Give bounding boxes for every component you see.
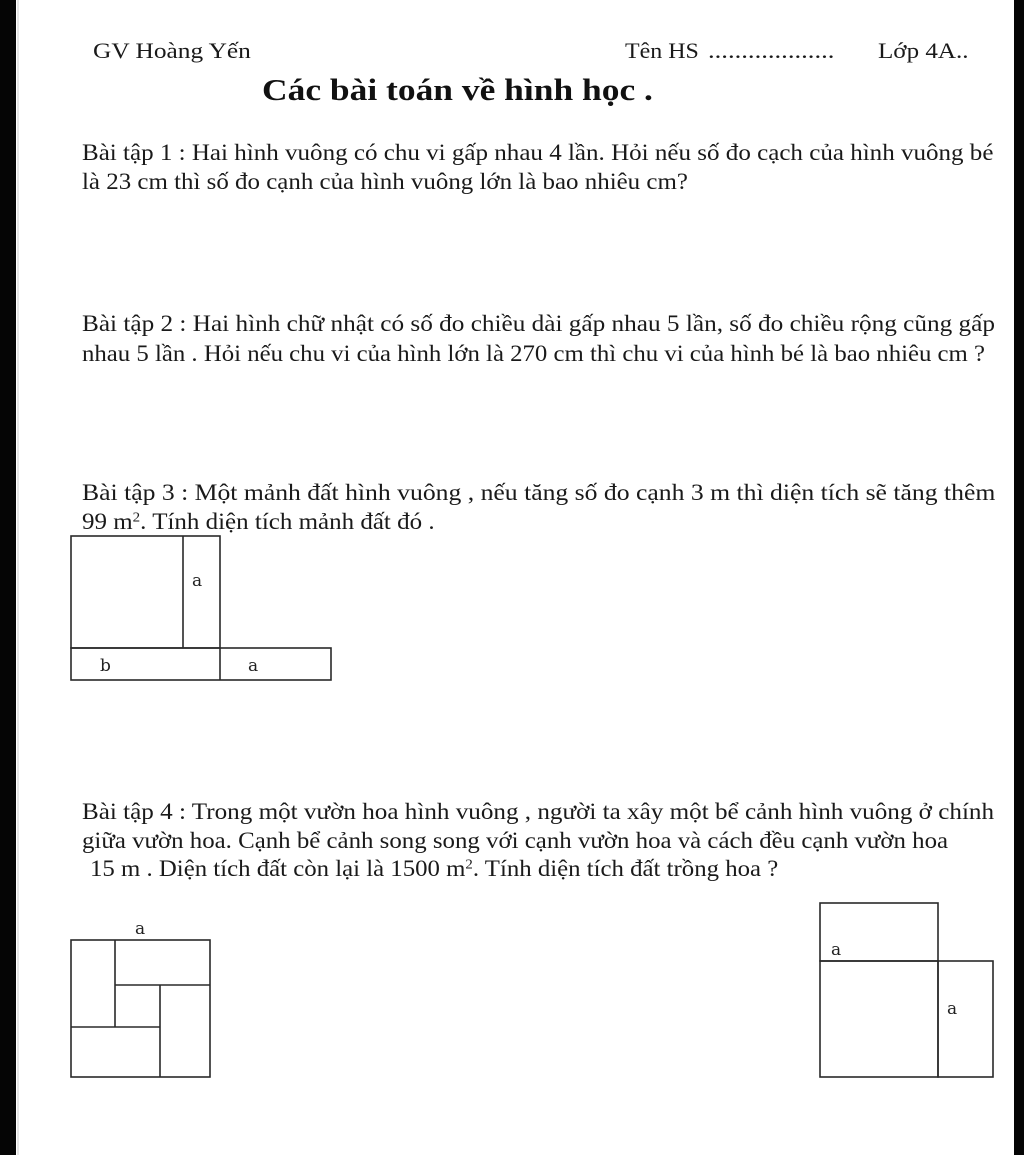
- label-a-bottom: a: [248, 656, 259, 676]
- task-2-line-1: Bài tập 2 : Hai hình chữ nhật có số đo chiều dài gấp nhau 5 lần, số đo chiều rộng cũng gấp: [82, 311, 995, 336]
- task-4-line-2: giữa vườn hoa. Cạnh bể cảnh song song với cạnh vườn hoa và cách đều cạnh vườn hoa: [82, 828, 949, 853]
- task-3-area-value: 99 m: [82, 509, 133, 534]
- task-3-area-exponent: 2: [132, 509, 141, 525]
- task-3-question: . Tính diện tích mảnh đất đó .: [140, 509, 435, 534]
- main-square: [820, 961, 938, 1077]
- task-4-line-1: Bài tập 4 : Trong một vườn hoa hình vuông , người ta xây một bể cảnh hình vuông ở chính: [82, 799, 995, 824]
- student-name-label: Tên HS: [625, 38, 699, 63]
- page-title: Các bài toán về hình học .: [262, 72, 653, 107]
- class-label: Lớp 4A..: [878, 38, 969, 63]
- task-2-line-2: nhau 5 lần . Hỏi nếu chu vi của hình lớn là 270 cm thì chu vi của hình bé là bao nhiêu cm ?: [82, 341, 986, 366]
- teacher-name: GV Hoàng Yến: [93, 38, 251, 63]
- task-3-line-1: Bài tập 3 : Một mảnh đất hình vuông , nếu tăng số đo cạnh 3 m thì diện tích sẽ tăng thêm: [82, 480, 996, 505]
- task-1-line-2: là 23 cm thì số đo cạnh của hình vuông lớn là bao nhiêu cm?: [82, 169, 688, 194]
- label-b: b: [100, 656, 111, 676]
- student-name-blank[interactable]: ...................: [708, 38, 835, 63]
- right-rect: [938, 961, 993, 1077]
- task-1-line-1: Bài tập 1 : Hai hình vuông có chu vi gấp nhau 4 lần. Hỏi nếu số đo cạch của hình vuông bé: [82, 140, 994, 165]
- task-4-remaining-area: 15 m . Diện tích đất còn lại là 1500 m: [90, 856, 466, 881]
- label-a-top: a: [135, 919, 146, 939]
- label-a-strip: a: [192, 571, 203, 591]
- task-4-question: . Tính diện tích đất trồng hoa ?: [472, 856, 779, 881]
- label-a-right: a: [947, 999, 958, 1019]
- task-4-diagram-right: [16, 0, 1014, 1100]
- label-a-left: a: [831, 940, 842, 960]
- task-4-area-exponent: 2: [465, 856, 473, 872]
- worksheet-page: [16, 0, 1014, 1155]
